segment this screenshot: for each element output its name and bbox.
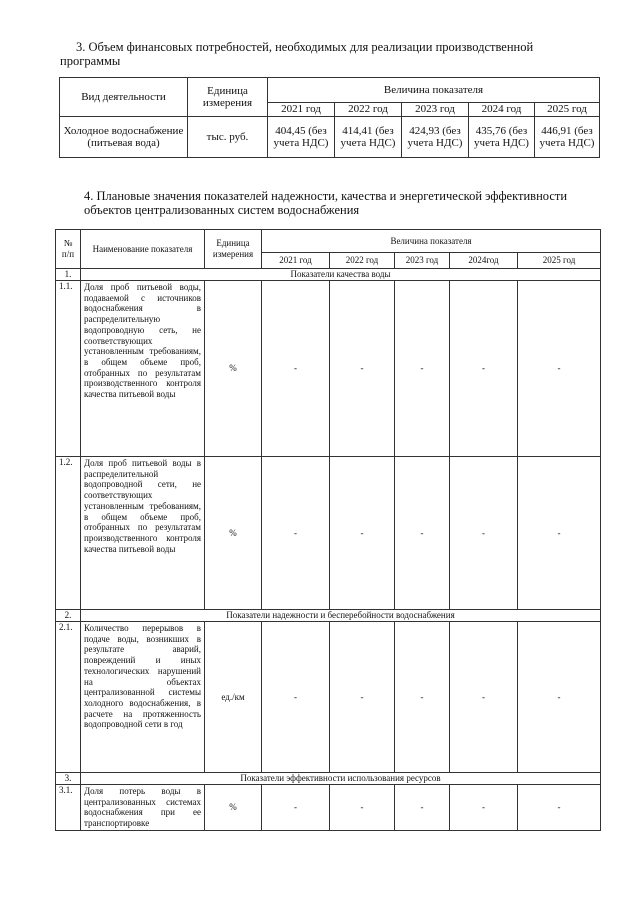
value-cell: - — [330, 457, 395, 610]
group-title: Показатели надежности и бесперебойности водоснабжения — [81, 610, 601, 622]
group-title: Показатели эффективности использования ресурсов — [81, 773, 601, 785]
table-row — [60, 117, 600, 158]
value-cell: - — [450, 457, 518, 610]
table-row — [56, 622, 601, 773]
value-cell: - — [262, 785, 330, 831]
col-header-unit: Единица измерения — [205, 230, 262, 269]
year-header: 2022 год — [335, 103, 402, 117]
col-header-value: Величина показателя — [262, 230, 601, 253]
row-num: 2.1. — [56, 622, 81, 773]
year-header: 2024 год — [469, 103, 535, 117]
unit-cell: % — [205, 281, 262, 457]
value-cell: - — [262, 457, 330, 610]
value-cell: - — [395, 785, 450, 831]
value-cell: - — [450, 785, 518, 831]
year-header: 2023 год — [395, 253, 450, 269]
value-cell: 446,91 (без учета НДС) — [535, 117, 600, 158]
value-cell: - — [262, 622, 330, 773]
group-num: 2. — [56, 610, 81, 622]
value-cell: - — [518, 785, 601, 831]
value-cell: 424,93 (без учета НДС) — [402, 117, 469, 158]
section4-heading-line1: 4. Плановые значения показателей надежности, качества и энергетической эффективности — [84, 189, 568, 203]
col-header-activity: Вид деятельности — [60, 78, 188, 117]
year-header: 2022 год — [330, 253, 395, 269]
col-header-value: Величина показателя — [268, 78, 600, 103]
value-cell: - — [395, 281, 450, 457]
row-num: 1.2. — [56, 457, 81, 610]
year-header: 2025 год — [518, 253, 601, 269]
table-row — [56, 281, 601, 457]
col-header-unit: Единица измерения — [188, 78, 268, 117]
value-cell: - — [518, 281, 601, 457]
indicator-name: Количество перерывов в подаче воды, возникших в результате аварий, повреждений и иных технологических нарушений на объектах централизованной системы холодного водоснабжения, в расчете на протяженность водопроводной сети в год — [81, 622, 205, 773]
indicators-table — [55, 229, 601, 831]
value-cell: 404,45 (без учета НДС) — [268, 117, 335, 158]
section3-heading — [60, 40, 616, 68]
value-cell: - — [395, 622, 450, 773]
year-header: 2021 год — [268, 103, 335, 117]
value-cell: - — [262, 281, 330, 457]
value-cell: - — [330, 281, 395, 457]
table-row — [56, 785, 601, 831]
value-cell: 435,76 (без учета НДС) — [469, 117, 535, 158]
year-header: 2024год — [450, 253, 518, 269]
group-header-row — [56, 610, 601, 622]
year-header: 2023 год — [402, 103, 469, 117]
indicator-name: Доля проб питьевой воды в распределительной водопроводной сети, не соответствующих установленным требованиям, в общем объеме проб, отобранных по результатам производственного контроля качества питьевой воды — [81, 457, 205, 610]
col-header-name: Наименование показателя — [81, 230, 205, 269]
value-cell: 414,41 (без учета НДС) — [335, 117, 402, 158]
indicator-name: Доля проб питьевой воды, подаваемой с источников водоснабжения в распределительную водопроводную сеть, не соответствующих установленным требованиям, в общем объеме проб, отобранных по результатам производственного контроля качества питьевой воды — [81, 281, 205, 457]
row-num: 1.1. — [56, 281, 81, 457]
year-header: 2021 год — [262, 253, 330, 269]
unit-cell: ед./км — [205, 622, 262, 773]
value-cell: - — [450, 622, 518, 773]
group-num: 1. — [56, 269, 81, 281]
activity-cell: Холодное водоснабжение (питьевая вода) — [60, 117, 188, 158]
value-cell: - — [330, 622, 395, 773]
value-cell: - — [395, 457, 450, 610]
indicator-name: Доля потерь воды в централизованных системах водоснабжения при ее транспортировке — [81, 785, 205, 831]
group-header-row — [56, 773, 601, 785]
section4-heading — [84, 189, 624, 217]
unit-cell: % — [205, 785, 262, 831]
value-cell: - — [518, 622, 601, 773]
unit-cell: тыс. руб. — [188, 117, 268, 158]
value-cell: - — [450, 281, 518, 457]
year-header: 2025 год — [535, 103, 600, 117]
group-header-row — [56, 269, 601, 281]
group-title: Показатели качества воды — [81, 269, 601, 281]
value-cell: - — [518, 457, 601, 610]
financial-needs-table — [59, 77, 600, 158]
col-header-num: № п/п — [56, 230, 81, 269]
unit-cell: % — [205, 457, 262, 610]
section3-heading-line2: программы — [60, 54, 121, 68]
table-row — [56, 457, 601, 610]
section4-heading-line2: объектов централизованных систем водоснабжения — [84, 203, 360, 217]
value-cell: - — [330, 785, 395, 831]
row-num: 3.1. — [56, 785, 81, 831]
section3-heading-line1: 3. Объем финансовых потребностей, необходимых для реализации производственной — [76, 40, 534, 54]
group-num: 3. — [56, 773, 81, 785]
